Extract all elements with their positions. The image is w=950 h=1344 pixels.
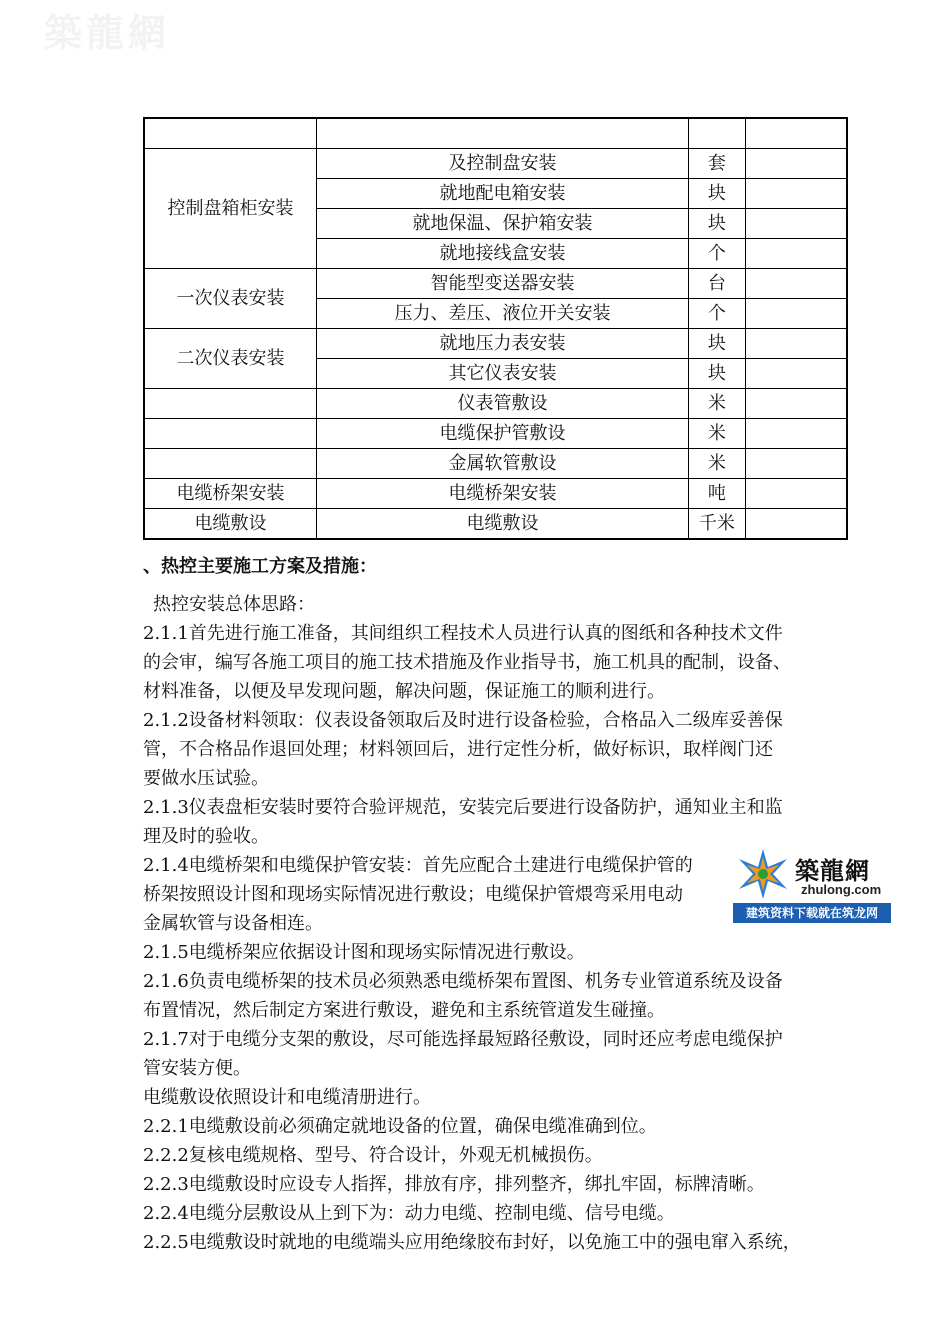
paragraph-line: 布置情况，然后制定方案进行敷设，避免和主系统管道发生碰撞。 <box>143 1000 665 1021</box>
category-cell: 一次仪表安装 <box>144 269 317 329</box>
paragraph-line: 管安装方便。 <box>143 1058 251 1079</box>
quantity-cell <box>745 419 847 449</box>
paragraph-line: 2.1.1首先进行施工准备，其间组织工程技术人员进行认真的图纸和各种技术文件 <box>143 623 783 644</box>
paragraph-line: 热控安装总体思路： <box>153 594 315 615</box>
paragraph-line: 2.2.2复核电缆规格、型号、符合设计，外观无机械损伤。 <box>143 1145 603 1166</box>
paragraph-line: 2.1.7对于电缆分支架的敷设，尽可能选择最短路径敷设，同时还应考虑电缆保护 <box>143 1029 783 1050</box>
item-cell <box>317 118 689 149</box>
paragraph-line: 2.1.4电缆桥架和电缆保护管安装：首先应配合土建进行电缆保护管的 <box>143 855 693 876</box>
quantity-cell <box>745 509 847 540</box>
unit-cell: 块 <box>688 329 745 359</box>
table-row <box>144 269 847 299</box>
item-cell: 就地保温、保护箱安装 <box>317 209 689 239</box>
category-cell: 电缆桥架安装 <box>144 479 317 509</box>
paragraph-line: 2.2.5电缆敷设时就地的电缆端头应用绝缘胶布封好，以免施工中的强电窜入系统， <box>143 1232 801 1253</box>
unit-cell: 台 <box>688 269 745 299</box>
paragraph-line: 2.1.2设备材料领取：仪表设备领取后及时进行设备检验，合格品入二级库妥善保 <box>143 710 783 731</box>
unit-cell: 套 <box>688 149 745 179</box>
category-cell <box>144 118 317 149</box>
table-row <box>144 509 847 540</box>
unit-cell: 米 <box>688 389 745 419</box>
category-cell <box>144 389 317 419</box>
table-row <box>144 118 847 149</box>
unit-cell <box>688 118 745 149</box>
item-cell: 就地接线盒安装 <box>317 239 689 269</box>
quantity-cell <box>745 209 847 239</box>
item-cell: 就地压力表安装 <box>317 329 689 359</box>
paragraph-line: 电缆敷设依照设计和电缆清册进行。 <box>143 1087 431 1108</box>
unit-cell: 块 <box>688 359 745 389</box>
paragraph-line: 管，不合格品作退回处理；材料领回后，进行定性分析，做好标识，取样阀门还 <box>143 739 773 760</box>
item-cell: 智能型变送器安装 <box>317 269 689 299</box>
paragraph-line: 的会审，编写各施工项目的施工技术措施及作业指导书，施工机具的配制，设备、 <box>143 652 791 673</box>
quantity-cell <box>745 299 847 329</box>
section-heading: 、热控主要施工方案及措施： <box>143 556 377 577</box>
paragraph-line: 2.1.3仪表盘柜安装时要符合验评规范，安装完后要进行设备防护，通知业主和监 <box>143 797 783 818</box>
item-cell: 仪表管敷设 <box>317 389 689 419</box>
works-table <box>143 117 848 540</box>
quantity-cell <box>745 389 847 419</box>
category-cell <box>144 449 317 479</box>
zhulong-logo <box>733 845 891 925</box>
logo-banner: 建筑资料下载就在筑龙网 <box>733 903 891 923</box>
watermark-text: 築龍網 <box>44 11 171 55</box>
item-cell: 金属软管敷设 <box>317 449 689 479</box>
paragraph-line: 2.2.3电缆敷设时应设专人指挥，排放有序，排列整齐，绑扎牢固，标牌清晰。 <box>143 1174 765 1195</box>
quantity-cell <box>745 118 847 149</box>
paragraph-line: 金属软管与设备相连。 <box>143 913 323 934</box>
table-row <box>144 329 847 359</box>
table-row <box>144 389 847 419</box>
unit-cell: 米 <box>688 449 745 479</box>
item-cell: 就地配电箱安装 <box>317 179 689 209</box>
item-cell: 其它仪表安装 <box>317 359 689 389</box>
category-cell <box>144 419 317 449</box>
quantity-cell <box>745 179 847 209</box>
zhulong-star-icon <box>735 847 791 901</box>
paragraph-line: 2.1.6负责电缆桥架的技术员必须熟悉电缆桥架布置图、机务专业管道系统及设备 <box>143 971 783 992</box>
paragraph-line: 桥架按照设计图和现场实际情况进行敷设；电缆保护管煨弯采用电动 <box>143 884 683 905</box>
quantity-cell <box>745 269 847 299</box>
table-row <box>144 479 847 509</box>
unit-cell: 个 <box>688 299 745 329</box>
item-cell: 电缆敷设 <box>317 509 689 540</box>
table-row <box>144 449 847 479</box>
unit-cell: 千米 <box>688 509 745 540</box>
category-cell: 二次仪表安装 <box>144 329 317 389</box>
quantity-cell <box>745 359 847 389</box>
category-cell: 电缆敷设 <box>144 509 317 540</box>
paragraph-line: 材料准备，以便及早发现问题，解决问题，保证施工的顺利进行。 <box>143 681 665 702</box>
unit-cell: 块 <box>688 179 745 209</box>
quantity-cell <box>745 449 847 479</box>
item-cell: 电缆保护管敷设 <box>317 419 689 449</box>
quantity-cell <box>745 329 847 359</box>
category-cell: 控制盘箱柜安装 <box>144 149 317 269</box>
item-cell: 电缆桥架安装 <box>317 479 689 509</box>
paragraph-line: 2.2.1电缆敷设前必须确定就地设备的位置，确保电缆准确到位。 <box>143 1116 657 1137</box>
logo-domain: zhulong.com <box>801 882 882 897</box>
quantity-cell <box>745 239 847 269</box>
quantity-cell <box>745 479 847 509</box>
table-row <box>144 419 847 449</box>
unit-cell: 块 <box>688 209 745 239</box>
logo-brand: 築龍網 <box>795 857 870 885</box>
unit-cell: 米 <box>688 419 745 449</box>
item-cell: 及控制盘安装 <box>317 149 689 179</box>
item-cell: 压力、差压、液位开关安装 <box>317 299 689 329</box>
works-table-body <box>144 118 847 539</box>
unit-cell: 个 <box>688 239 745 269</box>
paragraph-line: 2.1.5电缆桥架应依据设计图和现场实际情况进行敷设。 <box>143 942 585 963</box>
table-row <box>144 149 847 179</box>
paragraph-line: 要做水压试验。 <box>143 768 269 789</box>
paragraph-line: 2.2.4电缆分层敷设从上到下为：动力电缆、控制电缆、信号电缆。 <box>143 1203 675 1224</box>
paragraph-line: 理及时的验收。 <box>143 826 269 847</box>
unit-cell: 吨 <box>688 479 745 509</box>
quantity-cell <box>745 149 847 179</box>
